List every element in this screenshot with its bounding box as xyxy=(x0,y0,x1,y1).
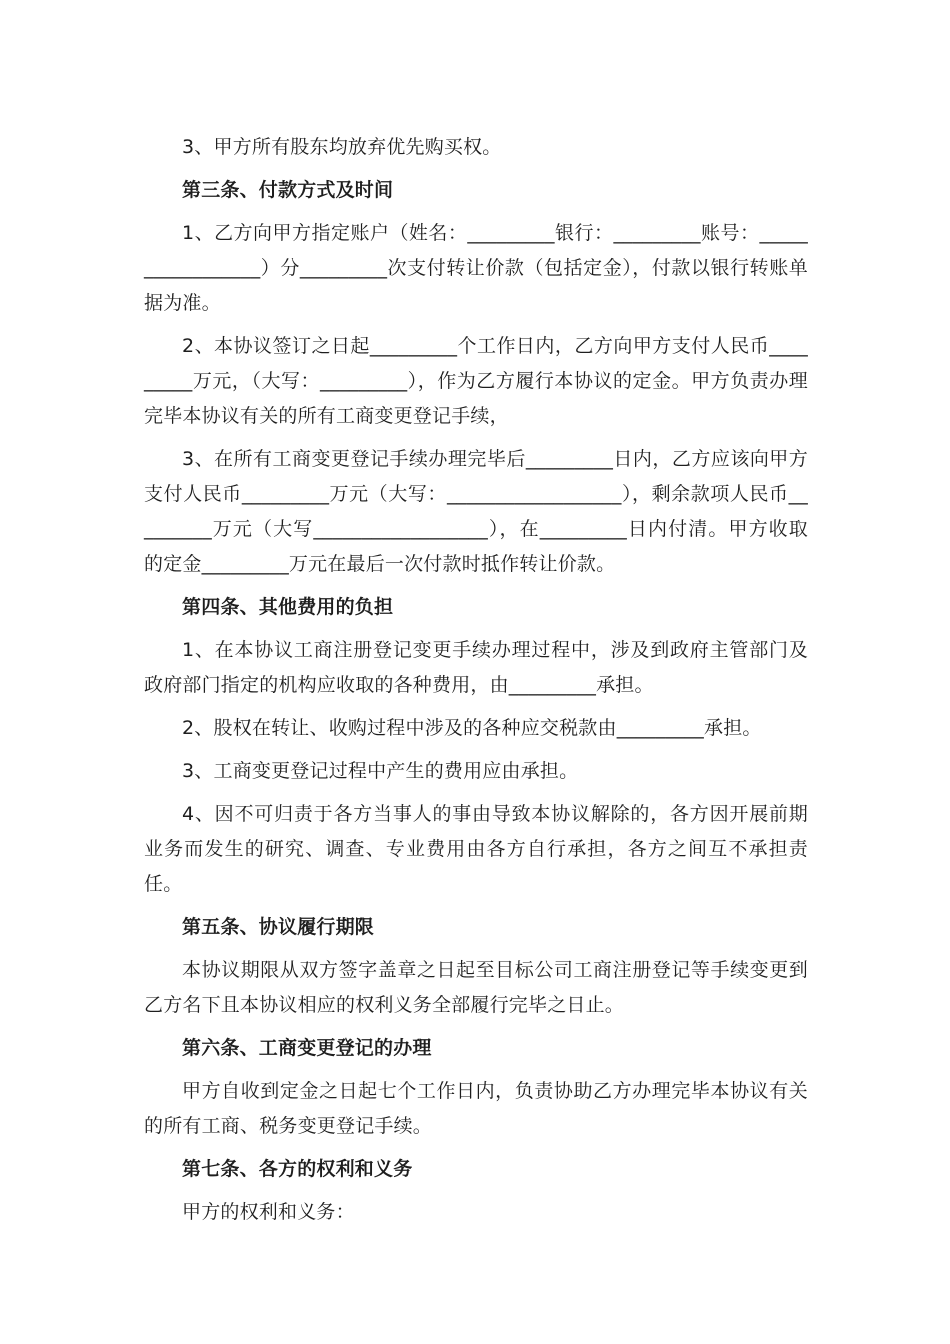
article-6-body: 甲方自收到定金之日起七个工作日内，负责协助乙方办理完毕本协议有关的所有工商、税务变更登记手续。 xyxy=(144,1080,808,1137)
article-4-item-4: 4、因不可归责于各方当事人的事由导致本协议解除的，各方因开展前期业务而发生的研究、调查、专业费用由各方自行承担，各方之间互不承担责任。 xyxy=(144,803,808,895)
article-7-heading: 第七条、各方的权利和义务 xyxy=(182,1158,413,1180)
document-page xyxy=(144,130,808,1238)
article-3-item-2: 2、本协议签订之日起_________个工作日内，乙方向甲方支付人民币_________万元，（大写：_________），作为乙方履行本协议的定金。甲方负责办理完毕本协议有关的所有工商变更登记手续， xyxy=(144,335,808,427)
article-7-party-a-rights: 甲方的权利和义务： xyxy=(182,1201,355,1223)
clause-2-3-paragraph: 3、甲方所有股东均放弃优先购买权。 xyxy=(182,136,502,158)
article-5-body: 本协议期限从双方签字盖章之日起至目标公司工商注册登记等手续变更到乙方名下且本协议相应的权利义务全部履行完毕之日止。 xyxy=(144,959,808,1016)
article-4-heading: 第四条、其他费用的负担 xyxy=(182,596,394,618)
article-3-heading: 第三条、付款方式及时间 xyxy=(182,179,394,201)
article-4-item-1: 1、在本协议工商注册登记变更手续办理过程中，涉及到政府主管部门及政府部门指定的机构应收取的各种费用，由_________承担。 xyxy=(144,639,808,696)
article-6-heading: 第六条、工商变更登记的办理 xyxy=(182,1037,432,1059)
article-3-item-3: 3、在所有工商变更登记手续办理完毕后_________日内，乙方应该向甲方支付人民币_________万元（大写：__________________），剩余款项人民币_________万元（大写__________________），在_________日内付清。甲方收取的定金_________万元在最后一次付款时抵作转让价款。 xyxy=(144,448,808,575)
article-4-item-3: 3、工商变更登记过程中产生的费用应由承担。 xyxy=(182,760,579,782)
article-4-item-2: 2、股权在转让、收购过程中涉及的各种应交税款由_________承担。 xyxy=(182,717,762,739)
article-5-heading: 第五条、协议履行期限 xyxy=(182,916,375,938)
article-3-item-1: 1、乙方向甲方指定账户（姓名：_________银行：_________账号：_________________）分_________次支付转让价款（包括定金），付款以银行转账单据为准。 xyxy=(144,222,808,314)
